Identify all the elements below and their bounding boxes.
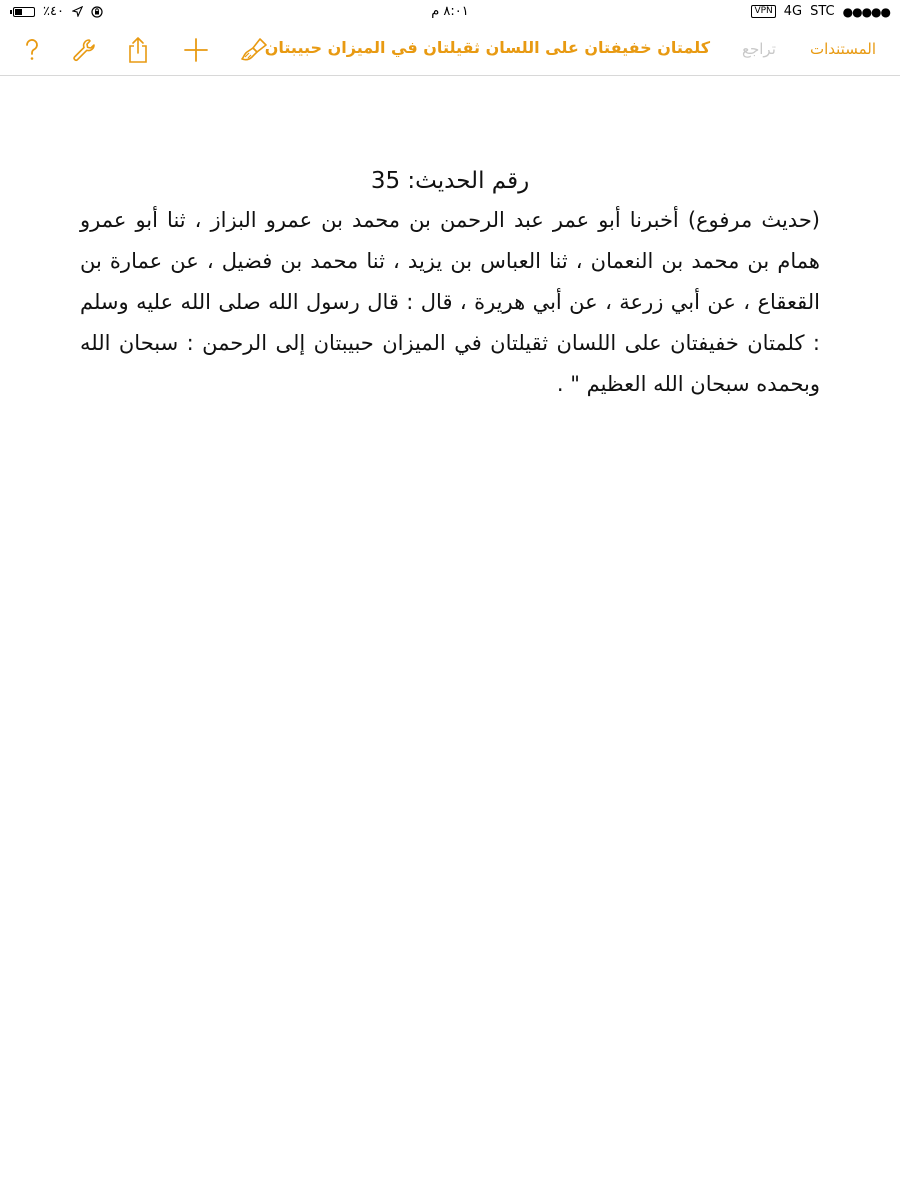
documents-button[interactable]: المستندات — [809, 40, 876, 58]
paintbrush-icon[interactable] — [240, 36, 268, 64]
carrier-name: STC — [810, 4, 835, 19]
document-body[interactable] — [80, 162, 820, 405]
undo-button[interactable]: تراجع — [742, 40, 776, 58]
status-time: ٨:٠١ م — [431, 4, 469, 19]
hadith-text: (حديث مرفوع) أخبرنا أبو عمر عبد الرحمن بن محمد بن عمرو البزاز ، ثنا أبو عمرو همام بن محمد بن النعمان ، ثنا العباس بن يزيد ، ثنا محمد بن فضيل ، عن عمارة بن القعقاع ، عن أبي زرعة ، عن أبي هريرة ، قال : قال رسول الله صلى الله عليه وسلم : كلمتان خفيفتان على اللسان ثقيلتان في الميزان حبيبتان إلى الرحمن : سبحان الله وبحمده سبحان الله العظيم " . — [80, 208, 820, 396]
vpn-badge: VPN — [751, 5, 775, 18]
battery-percent: ٪٤٠ — [43, 4, 64, 19]
plus-icon[interactable] — [182, 36, 210, 64]
wrench-icon[interactable] — [70, 36, 98, 64]
help-icon[interactable] — [18, 36, 46, 64]
share-icon[interactable] — [124, 36, 152, 64]
status-bar — [0, 0, 900, 24]
network-type: 4G — [783, 4, 803, 19]
signal-strength-icon: ●●●●● — [842, 4, 890, 19]
hadith-number: رقم الحديث: 35 — [370, 168, 530, 194]
status-right — [751, 4, 890, 19]
toolbar — [0, 24, 900, 76]
document-title[interactable]: كلمتان خفيفتان على اللسان ثقيلتان في الميزان حبيبتان — [264, 38, 710, 57]
